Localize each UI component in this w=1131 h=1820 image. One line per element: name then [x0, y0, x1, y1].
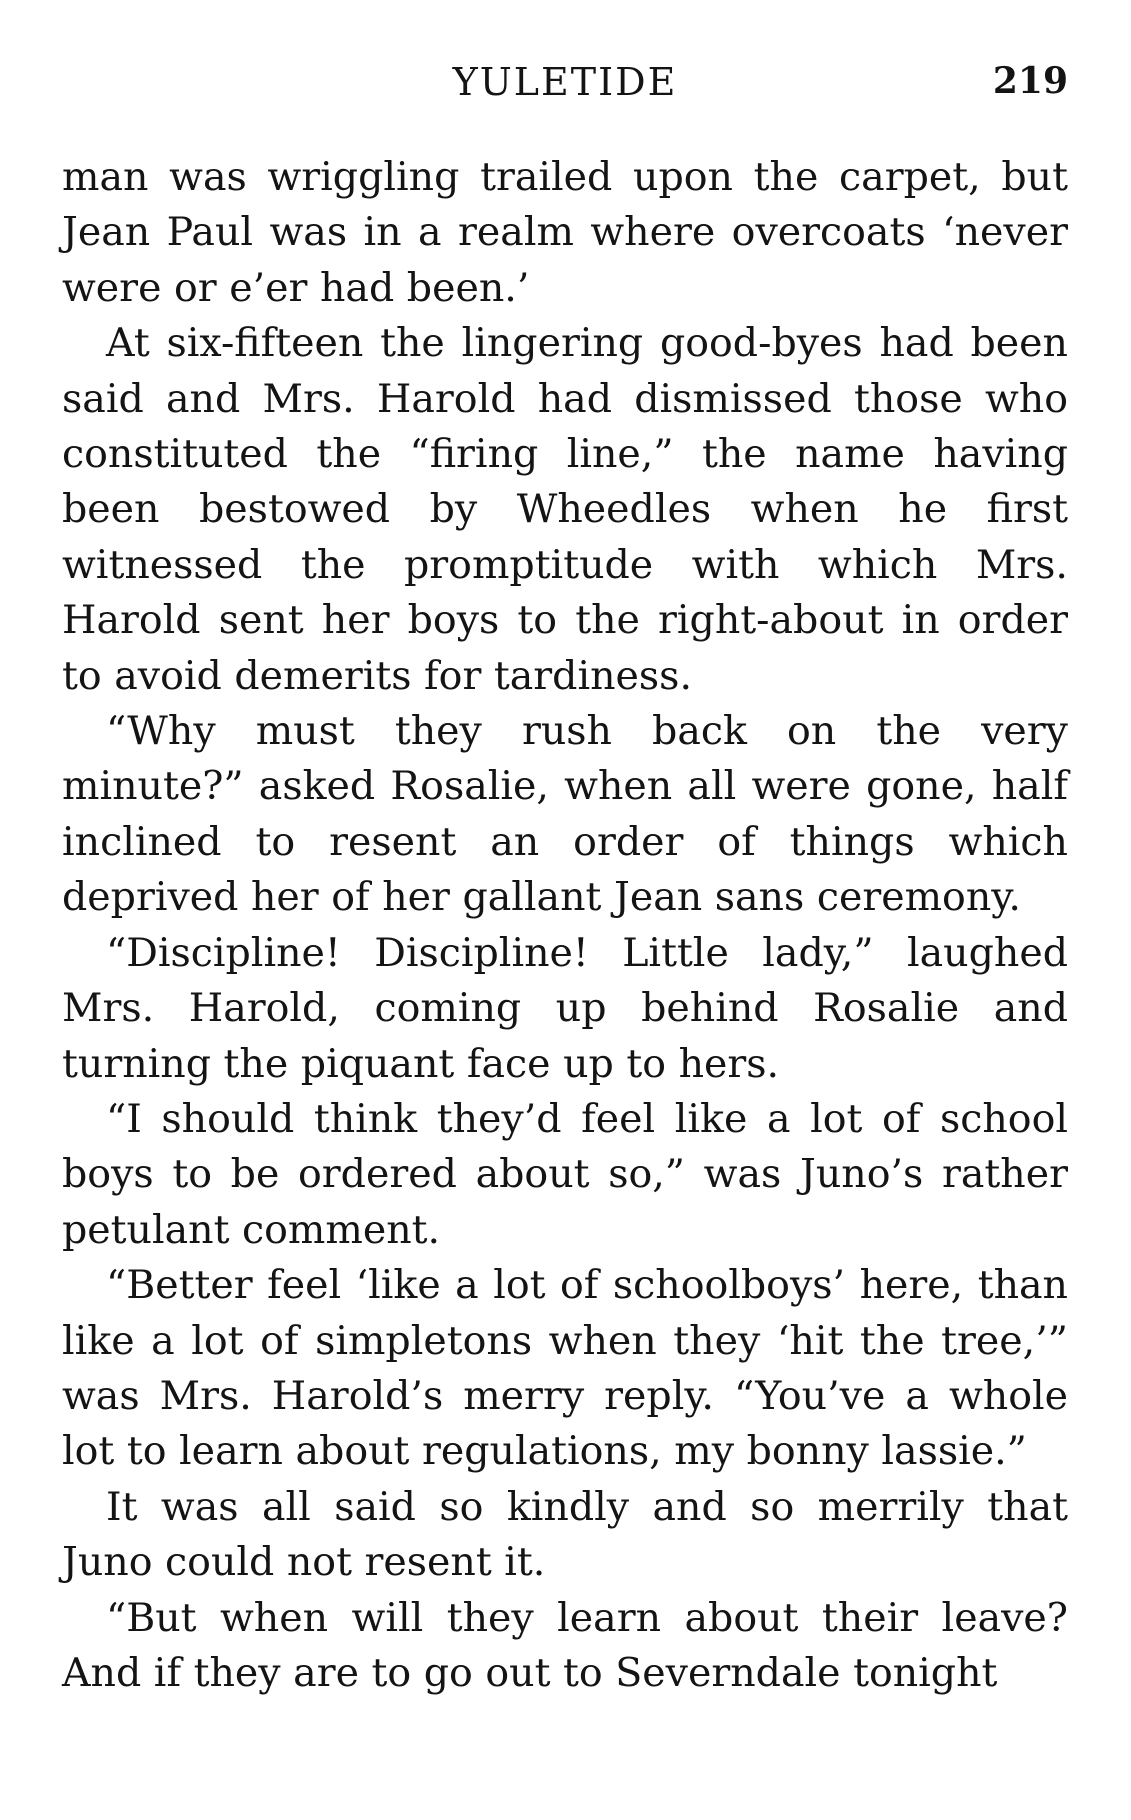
running-title: YULETIDE [452, 60, 678, 104]
book-page [62, 0, 1068, 1820]
paragraph: “But when will they learn about their leave? And if they are to go out to Severndale tonight [62, 1594, 1068, 1696]
paragraph: “Discipline! Discipline! Little lady,” laughed Mrs. Harold, coming up behind Rosalie and turning the piquant face up to hers. [62, 929, 1068, 1087]
paragraph: At six-fifteen the lingering good-byes had been said and Mrs. Harold had dismissed those who constituted the “firing line,” the name having been bestowed by Wheedles when he first witnessed the promptitude with which Mrs. Harold sent her boys to the right-about in order to avoid demerits for tardiness. [62, 320, 1068, 699]
page-number: 219 [992, 60, 1068, 102]
body-text [62, 150, 1068, 1701]
paragraph: “Why must they rush back on the very minute?” asked Rosalie, when all were gone, half inclined to resent an order of things which deprived her of her gallant Jean sans ceremony. [62, 708, 1068, 921]
paragraph: “Better feel ‘like a lot of schoolboys’ here, than like a lot of simpletons when they ‘hit the tree,’” was Mrs. Harold’s merry reply. “You’ve a whole lot to learn about regulations, my bonny lassie.” [62, 1262, 1068, 1475]
running-head [62, 60, 1068, 110]
paragraph-continued: man was wriggling trailed upon the carpet, but Jean Paul was in a realm where overcoats ‘never were or e’er had been.’ [62, 154, 1068, 311]
paragraph: “I should think they’d feel like a lot of school boys to be ordered about so,” was Juno’s rather petulant comment. [62, 1095, 1068, 1253]
paragraph: It was all said so kindly and so merrily that Juno could not resent it. [62, 1483, 1068, 1586]
